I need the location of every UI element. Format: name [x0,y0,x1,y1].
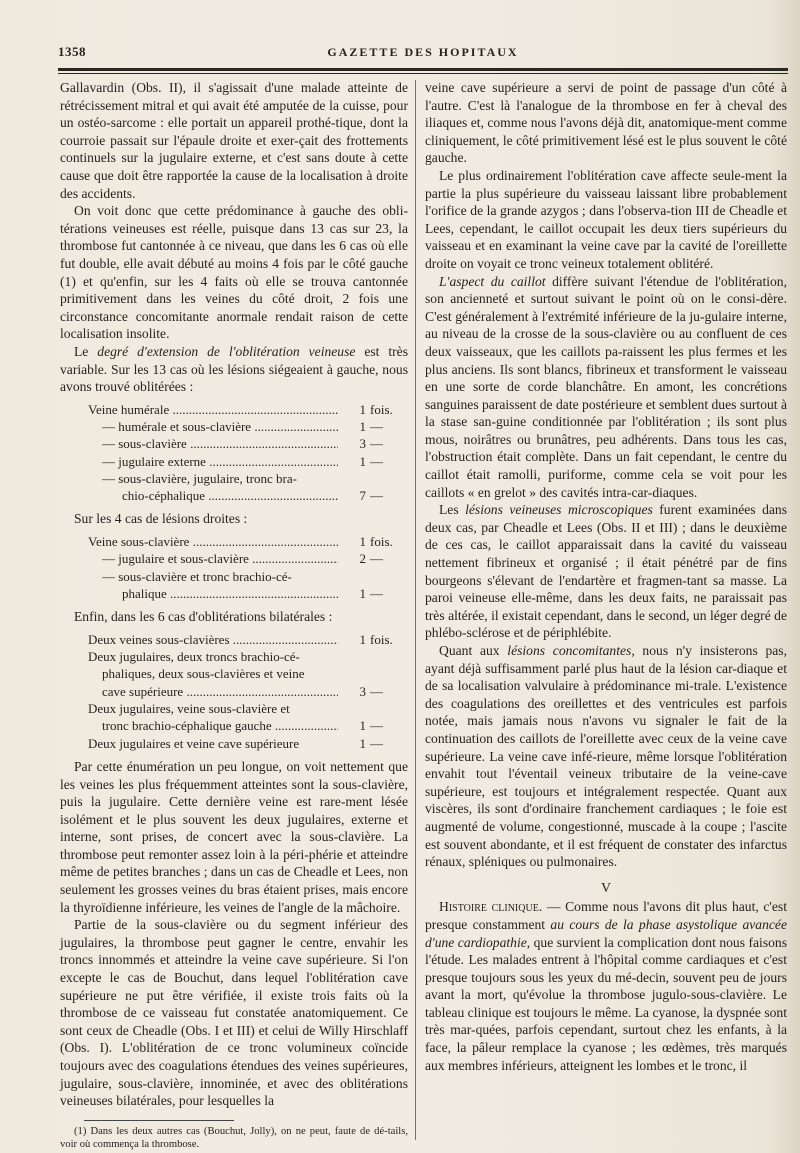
journal-title: GAZETTE DES HOPITAUX [327,45,519,59]
list-item-unit: — [370,735,383,751]
paragraph: Sur les 4 cas de lésions droites : [74,511,248,527]
footnote-rule [84,1120,234,1121]
list-item-line [60,665,408,682]
list-item-label: Deux jugulaires, deux troncs brachio-cé- [88,649,300,665]
list-item-label: — sous-clavière, jugulaire, tronc bra- [102,470,297,486]
list-item-count: 1 [359,718,366,734]
list-item [60,683,408,700]
list-item-label: Veine sous-clavière ..... [88,533,338,550]
list-item-unit: — [370,718,383,734]
bilateral-lesions-list [60,631,408,752]
list-item [60,453,408,470]
column-divider [415,80,416,1140]
list-item-unit: — [370,488,383,504]
list-item-unit: — [370,551,383,567]
text-span: , que survient la complication dont nous faisons l'étude. Les malades entrent à l'hôpital comme cardiaques et c'est presque toujours sous les yeux du mé-decin, souvent peu de jours avant la mort, qu'évolue la thrombose jugulo-sous-clavière. Le tableau clinique est toujours le même. La cyanose, la dyspnée sont très mar-quées, parfois cependant, surtout chez les enfants, à la face, la pâleur remplace la cyanose ; les œdèmes, très marqués aux membres inférieurs, atteignent les lombes et le tronc, il [425,934,787,1073]
list-item-label: Veine humérale ..... [88,401,338,418]
list-item [60,418,408,435]
italic-term: L'aspect du caillot [439,273,546,289]
list-item-label: — humérale et sous-clavière ..... [102,418,338,435]
list-item [60,487,408,504]
list-item [60,631,408,648]
list-item-unit: — [370,436,383,452]
list-item [60,717,408,734]
list-item-line [60,568,408,585]
list-item-unit: — [370,683,383,699]
list-item-count: 3 [359,683,366,699]
section-number: V [601,879,611,895]
list-item-count: 2 [359,551,366,567]
list-item-unit: fois. [370,401,393,417]
page-header [58,44,788,64]
text-span: furent examinées dans deux cas, par Cheadle et Lees (Obs. II et III) ; dans le deuxième de ces cas, le caillot apparaissait dans la cavité du vaisseau nettement fibrineux et organisé ; il était pénétré par de fins bourgeons s'élevant de l'endartère et fragmen-tant sa masse. La paroi veineuse elle-même, dans les deux faits, ne paraissait pas très altérée, il existait cependant, dans le second, un léger degré de phlébo-sclérose et de périphlébite. [425,502,787,641]
list-item-count: 1 [359,453,366,469]
text-span: Le [74,343,98,359]
list-item-count: 3 [359,436,366,452]
footnote: (1) Dans les deux autres cas (Bouchut, Jolly), on ne peut, faute de dé-tails, voir où commença la thrombose. [60,1125,408,1150]
left-lesions-list [60,401,408,505]
list-item [60,550,408,567]
left-column [60,79,408,1151]
list-item-label: Deux jugulaires, veine sous-clavière et [88,701,290,717]
list-item-label: — jugulaire externe ..... [102,453,338,470]
header-rule-thick [58,68,788,71]
paragraph: On voit donc que cette prédominance à gauche des obli-térations veineuses est réelle, puisque dans 13 cas sur 23, la thrombose fut cantonnée à ce niveau, que dans les 6 cas où elle fut double, elle avait débuté au moins 4 fois par le côté gauche (1) et qu'enfin, sur les 4 faits où elle se trouva cantonnée primitivement dans les veines du côté droit, 2 fois une circonstance concomitante anormale rendait raison de cette localisation insolite. [60,203,408,342]
paragraph: Enfin, dans les 6 cas d'oblitérations bilatérales : [74,609,333,625]
list-item-label: — sous-clavière ..... [102,435,338,452]
italic-term: au cours de la phase asystolique avancée d'une cardiopathie [425,916,787,950]
list-item [60,735,408,752]
text-span: est très variable. Sur les 13 cas où les lésions siégeaient à gauche, nous avons trouvé oblitérées : [60,343,408,395]
paragraph: veine cave supérieure a servi de point de passage d'un côté à l'autre. C'est là l'analogue de la thrombose en fer à cheval des iliaques et, comme nous l'avons déjà dit, anatomique-ment comme cliniquement, le côté primitivement lésé est le plus souvent le côté gauche. [425,80,787,166]
list-item-label: Deux veines sous-clavières ..... [88,631,338,648]
text-span: Les [439,502,466,518]
list-item-count: 1 [359,534,366,550]
list-item [60,435,408,452]
list-item-label: phaliques, deux sous-clavières et veine [102,666,305,682]
italic-term: lésions concomitantes [507,643,632,658]
paragraph: Par cette énumération un peu longue, on voit nettement que les veines les plus fréquemment atteintes sont la sous-clavière, puis la jugulaire. Cette dernière veine est rare-ment lésée isolément et le plus souvent les deux jugulaires, externe et interne, sont prises, de concert avec la sous-clavière. La thrombose peut remonter assez loin à la péri-phérie et atteindre même de petites branches ; dans un cas de Cheadle et Lees, non seulement les grosses veines du bras étaient prises, mais encore la thyroïdienne inférieure, les veines de l'angle de la mâchoire. [60,758,408,915]
right-lesions-list [60,533,408,602]
list-item-line [60,648,408,665]
list-item-unit: fois. [370,631,393,647]
list-item [60,401,408,418]
list-item-line [60,700,408,717]
list-item [60,585,408,602]
italic-term: lésions veineuses microscopiques [465,502,653,518]
paragraph [425,898,787,1074]
list-item-label: phalique ..... [122,585,338,602]
paragraph [425,642,787,871]
list-item-label: — sous-clavière et tronc brachio-cé- [102,568,292,584]
list-item-label: tronc brachio-céphalique gauche ..... [102,717,338,734]
section-heading-inline: Histoire clinique. [439,899,543,915]
list-item-count: 1 [359,401,366,417]
paragraph [425,273,787,502]
paragraph: Gallavardin (Obs. II), il s'agissait d'une malade atteinte de rétrécissement mitral et qui avait été amputée de la cuisse, pour un ostéo-sarcome : elle portait un appareil prothé-tique, dont la courroie passait sur l'épaule droite et exer-çait des frottements continuels sur la jugulaire externe, et c'est sans doute à cette cause que doit être rapportée la cause de la localisation à droite des accidents. [60,80,408,201]
list-item-label: cave supérieure ..... [102,683,338,700]
list-item-line [60,470,408,487]
text-span: , nous n'y insisterons pas, ayant déjà suffisamment parlé plus haut de la lésion car-diaque et de sa localisation valvulaire à prédominance mi-trale. L'existence des coagulations des oreillettes et des ventricules est parfois notée, mais jamais nous n'avons vu signaler le fait de la continuation des caillots de l'oreillette avec ceux de la veine cave supérieure. La veine cave infé-rieure, même lorsque l'oblitération envahit tout l'éventail veineux tributaire de la veine-cave supérieure, est toujours et intégralement respectée. Quant aux viscères, ils sont d'ordinaire franchement cardiaques ; le foie est augmenté de volume, congestionné, muscade à la coupe ; l'ascite est souvent abondante, et il est fréquent de constater des infarctus rénaux, spléniques ou pulmonaires. [425,643,787,870]
page-number: 1358 [58,44,86,59]
list-item-unit: — [370,453,383,469]
text-span: — Comme nous l'avons dit plus haut, c'est presque constamment [425,899,787,932]
paragraph: Le plus ordinairement l'oblitération cave affecte seule-ment la partie la plus supérieure du vaisseau laissant libre probablement l'orifice de la grande azygos ; dans l'observa-tion III de Cheadle et Lees, cependant, le caillot occupait les deux tiers supérieurs du vaisseau et en examinant la veine cave par la cavité de l'oreillette droite on voyait ce tronc veineux totalement oblitéré. [425,167,787,271]
list-item-unit: — [370,418,383,434]
list-item-unit: — [370,585,383,601]
paragraph: Partie de la sous-clavière ou du segment inférieur des jugulaires, la thrombose peut gagner le centre, envahir les troncs innommés et atteindre la veine cave supérieure. Si l'on excepte le cas de Bouchut, dans lequel l'oblitération cave supérieure ne put être vérifiée, il existe trois faits où la thrombose de ce vaisseau fut constatée anatomiquement. Ce sont ceux de Cheadle (Obs. I et III) et celui de Willy Hirschlaff (Obs. I). L'oblitération de ce tronc volumineux coïncide toujours avec des coagulations étendues des veines supérieures, jugulaire, sous-clavière, innominée, et avec des oblitérations veineuses bilatérales, pour lesquelles la [60,917,408,1109]
text-span: diffère suivant l'étendue de l'oblitération, son ancienneté et surtout suivant le point où on le consi-dère. C'est généralement à l'extrémité inférieure de la ju-gulaire interne, au niveau de la crosse de la sous-clavière ou au confluent de ces deux vaisseaux, que les caillots pa-raissent les plus fermes et les plus anciens. Ils sont blancs, fibrineux et transforment le vaisseau en une sorte de corde blanchâtre. En amont, les concrétions sanguines paraissent de date postérieure et semblent dues surtout à la stase san-guine conditionnée par l'oblitération ; ils sont plus mous, noirâtres ou brunâtres, peu adhérents. Dans tous les cas, l'obstruction était complète. Dans un fait cependant, le centre du caillot était ramolli, puriforme, comme cela se voit pour les caillots « en grelot » des cavités intra-car-diaques. [425,273,788,500]
list-item-count: 1 [359,735,366,751]
text-span: Quant aux [439,643,508,658]
list-item-count: 1 [359,418,366,434]
list-item-label: Deux jugulaires et veine cave supérieure [88,735,300,751]
list-item-count: 1 [359,631,366,647]
list-item-label: chio-céphalique ..... [122,487,338,504]
list-item [60,533,408,550]
list-item-count: 1 [359,585,366,601]
right-column [425,79,787,1074]
paragraph [425,501,787,642]
list-item-label: — jugulaire et sous-clavière ..... [102,550,338,567]
list-item-count: 7 [359,488,366,504]
list-item-unit: fois. [370,534,393,550]
italic-term: degré d'extension de l'oblitération veineuse [97,343,356,359]
paragraph [60,343,408,396]
header-rule-thin [58,73,788,74]
